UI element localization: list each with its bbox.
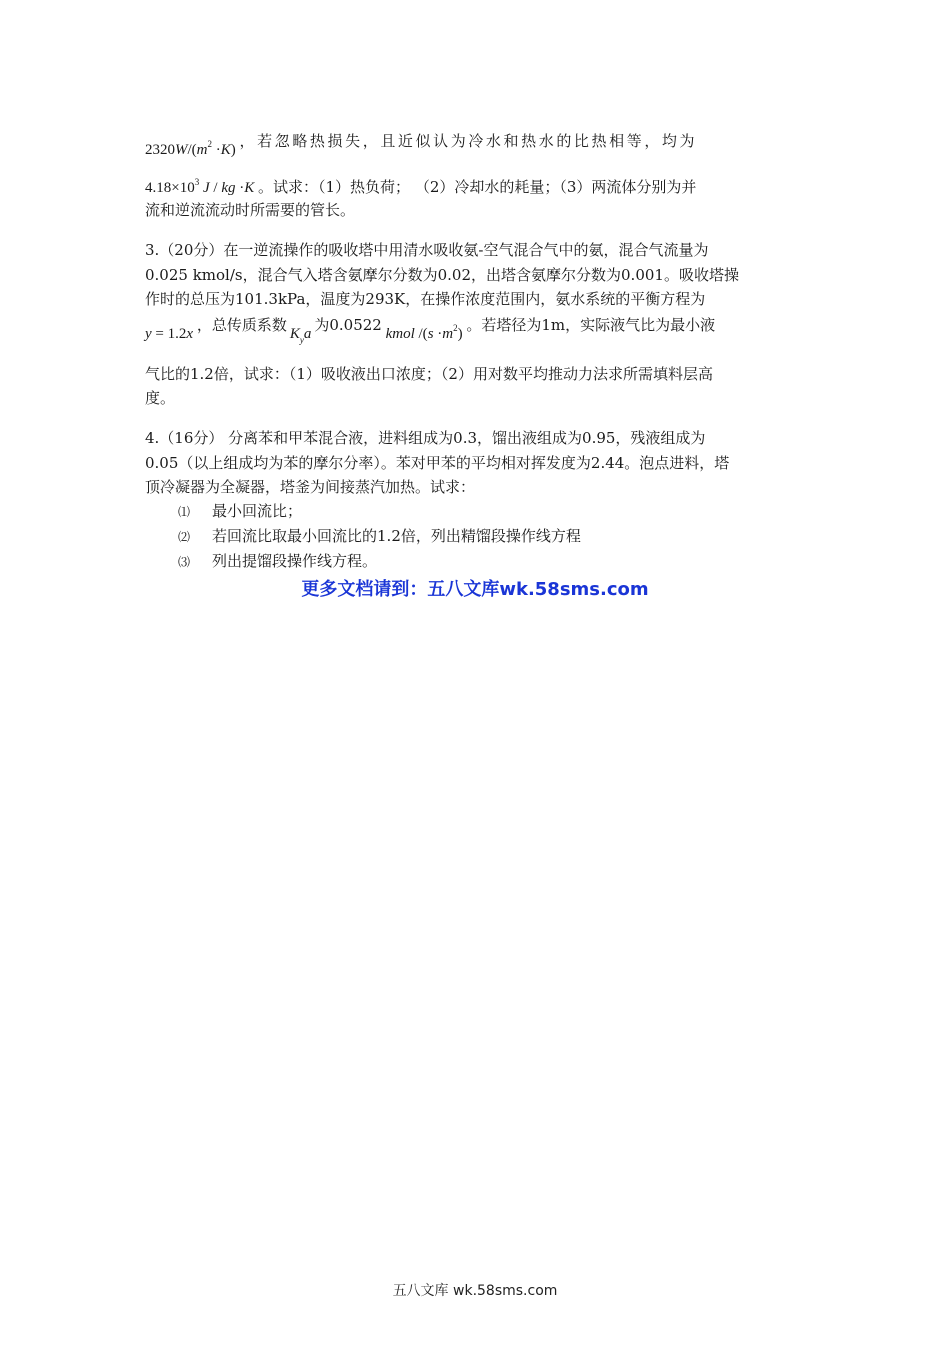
page-footer: 五八文库 wk.58sms.com: [392, 1283, 558, 1299]
p3-text-4b: 为0.0522: [314, 316, 382, 334]
promo-link[interactable]: 更多文档请到：五八文库wk.58sms.com: [301, 579, 649, 600]
p3-text-4c: 。若塔径为1m，实际液气比为最小液: [466, 316, 716, 334]
mass-transfer-unit: kmol $/(s \cdot m^2)$: [381, 323, 463, 342]
p4-line-1: 4.（16分） 分离苯和甲苯混合液，进料组成为0.3，馏出液组成为0.95，残液组成为: [145, 429, 706, 447]
p4-line-3: 顶冷凝器为全凝器，塔釜为间接蒸汽加热。试求：: [145, 478, 476, 496]
item-number: ⑴: [178, 505, 191, 519]
p3-line-3: 作时的总压为101.3kPa，温度为293K，在操作浓度范围内，氨水系统的平衡方程为: [145, 290, 706, 308]
p4-line-2: 0.05（以上组成均为苯的摩尔分率）。苯对甲苯的平均相对挥发度为2.44。泡点进料，塔: [145, 454, 730, 472]
item-text: 最小回流比；: [212, 502, 303, 520]
item-text: 若回流比取最小回流比的1.2倍，列出精馏段操作线方程: [212, 527, 581, 545]
p1-line-2: [145, 176, 810, 200]
equilibrium-equation: y = 1.2x: [145, 326, 197, 342]
p3-line-2: 0.025 kmol/s，混合气入塔含氨摩尔分数为0.02，出塔含氨摩尔分数为0.001。吸收塔操: [145, 266, 739, 284]
p1-text-2: 。试求：（1）热负荷； （2）冷却水的耗量；（3）两流体分别为并: [258, 178, 697, 196]
p1-line-1: [145, 130, 810, 158]
p3-line-6: 度。: [145, 389, 176, 407]
p3-line-4: [145, 314, 810, 345]
specific-heat-formula: $4.18\times 10^3$ J / kg ·K: [145, 177, 258, 196]
item-number: ⑶: [178, 555, 191, 569]
item-number: ⑵: [178, 530, 191, 544]
p4-item-2: [178, 525, 581, 548]
item-text: 列出提馏段操作线方程。: [212, 552, 378, 570]
p1-text-1: ，若忽略热损失，且近似认为冷水和热水的比热相等，均为: [239, 132, 698, 150]
mass-transfer-coefficient-symbol: $K_ya$: [289, 326, 312, 345]
p3-line-5: 气比的1.2倍，试求：（1）吸收液出口浓度；（2）用对数平均推动力法求所需填料层高: [145, 365, 713, 383]
p3-line-1: 3.（20分）在一逆流操作的吸收塔中用清水吸收氨-空气混合气中的氨，混合气流量为: [145, 241, 709, 259]
p4-item-1: [178, 500, 302, 523]
heat-transfer-coefficient-formula: $2320W/(m^2 \cdot K)$: [145, 139, 236, 158]
p1-line-3: 流和逆流流动时所需要的管长。: [145, 201, 356, 219]
p4-item-3: [178, 550, 377, 573]
p3-text-4a: ，总传质系数: [196, 316, 287, 334]
